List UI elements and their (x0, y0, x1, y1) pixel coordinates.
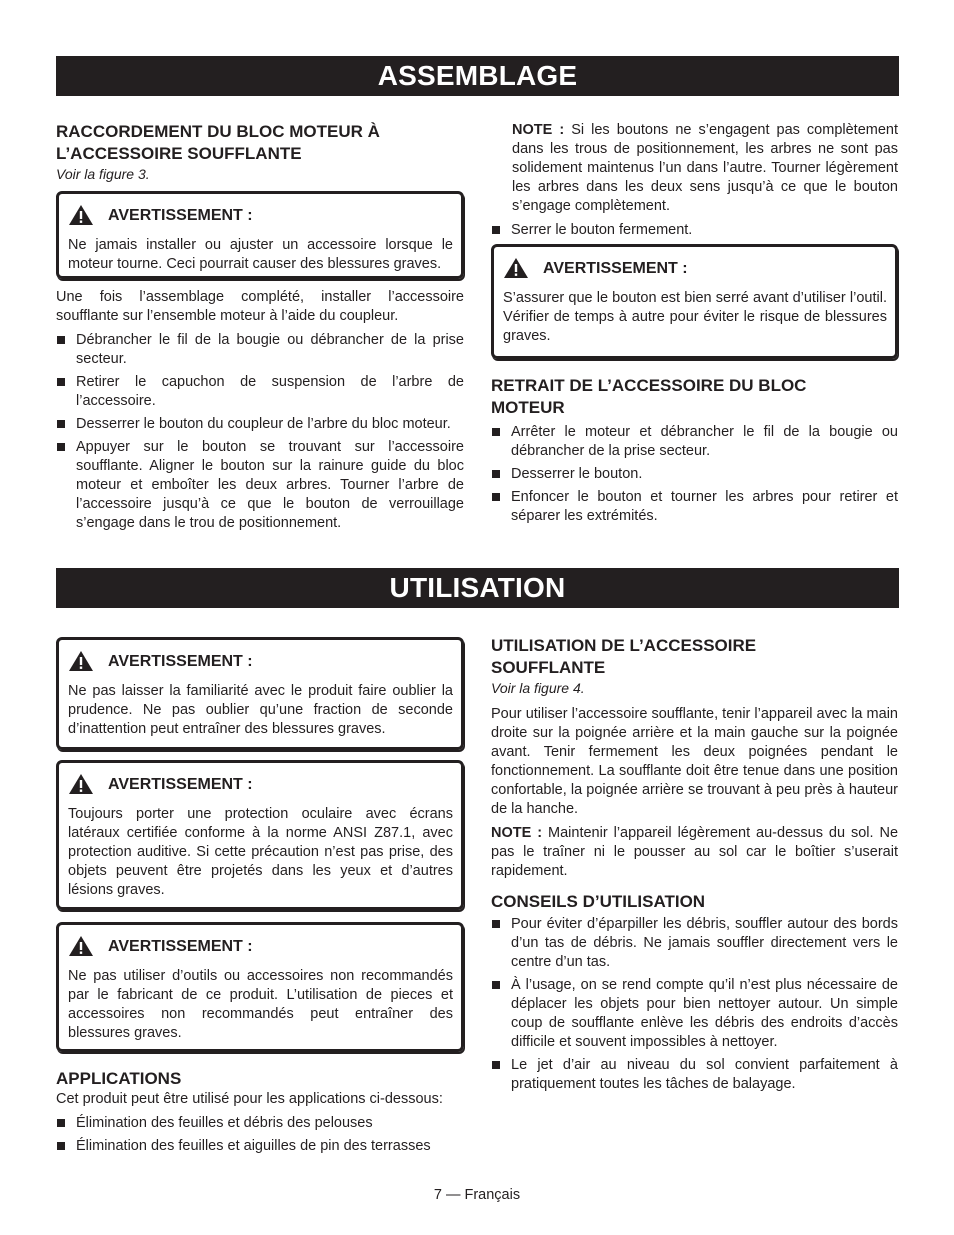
list-item: Arrêter le moteur et débrancher le fil de la bougie ou débrancher de la prise secteur. (491, 423, 898, 461)
warning-triangle-icon (68, 650, 94, 672)
paragraph: Une fois l’assemblage complété, installer l’accessoire soufflante sur l’ensemble moteur à l’aide du coupleur. (56, 289, 464, 324)
section-heading: RETRAIT DE L’ACCESSOIRE DU BLOC MOTEUR (491, 376, 807, 417)
bullet-list (56, 1114, 464, 1156)
figure-reference: Voir la figure 3. (56, 166, 150, 182)
warning-triangle-icon (68, 773, 94, 795)
list-item: Desserrer le bouton. (491, 465, 898, 484)
utilisation-left-column (56, 637, 464, 1160)
note-paragraph: NOTE : Si les boutons ne s’engagent pas complètement dans les trous de positionnement, les arbres ne sont pas solidement maintenus l’un dans l’autre. Tourner légèrement les arbres dans les deux sens jusqu’à ce que le bouton s’engage complètement. (512, 122, 899, 214)
list-item: Le jet d’air au niveau du sol convient parfaitement à pratiquement toutes les tâches de balayage. (491, 1056, 898, 1094)
list-item: À l’usage, on se rend compte qu’il n’est plus nécessaire de déplacer les objets pour bien nettoyer autour. Un simple coup de soufflante enlève les débris des endroits d’accès difficile et souvent impossibles à nettoyer. (491, 976, 898, 1052)
list-item: Retirer le capuchon de suspension de l’arbre de l’accessoire. (56, 373, 464, 411)
utilisation-right-column (491, 635, 898, 1098)
warning-box: AVERTISSEMENT : Ne pas laisser la familiarité avec le produit faire oublier la prudence. Ne pas oublier qu’une fraction de seconde d’inattention peut entraîner des blessures graves. (56, 637, 464, 750)
figure-reference: Voir la figure 4. (491, 680, 585, 696)
warning-box: AVERTISSEMENT : Ne jamais installer ou ajuster un accessoire lorsque le moteur tourne. Ceci pourrait causer des blessures graves. (56, 191, 464, 279)
section-heading: UTILISATION DE L’ACCESSOIRE SOUFFLANTE (491, 636, 757, 677)
paragraph: Cet produit peut être utilisé pour les applications ci-dessous: (56, 1091, 443, 1107)
list-item: Enfoncer le bouton et tourner les arbres pour retirer et séparer les extrémités. (491, 488, 898, 526)
bullet-list (56, 331, 464, 533)
paragraph: Pour utiliser l’accessoire soufflante, tenir l’appareil avec la main droite sur la poignée arrière et la main gauche sur la poignée avant. Tenir fermement les deux poignées pendant le fonctionnement. La soufflante doit être tenue dans une position confortable, la poignée arrière se trouvant à peu près à hauteur de la hanche. (491, 706, 898, 817)
bullet-list (491, 423, 898, 526)
warning-triangle-icon (503, 257, 529, 279)
list-item: Débrancher le fil de la bougie ou débrancher de la prise secteur. (56, 331, 464, 369)
list-item: Élimination des feuilles et aiguilles de pin des terrasses (56, 1137, 464, 1156)
section-banner-utilisation: UTILISATION (56, 568, 899, 608)
warning-triangle-icon (68, 935, 94, 957)
list-item: Serrer le bouton fermement. (491, 221, 898, 240)
bullet-list (491, 221, 898, 240)
list-item: Appuyer sur le bouton se trouvant sur l’accessoire soufflante. Aligner le bouton sur la rainure guide du bloc moteur et emboîter les deux arbres. Tourner l’arbre de l’accessoire jusqu’à ce que le bouton de verrouillage s’engage dans le trou de positionnement. (56, 438, 464, 533)
warning-box: AVERTISSEMENT : S’assurer que le bouton est bien serré avant d’utiliser l’outil. Vérifier de temps à autre pour éviter le risque de blessures graves. (491, 244, 898, 359)
assemblage-left-column (56, 121, 464, 537)
section-heading: APPLICATIONS (56, 1069, 182, 1088)
list-item: Desserrer le bouton du coupleur de l’arbre du bloc moteur. (56, 415, 464, 434)
assemblage-right-column (491, 121, 898, 530)
section-heading: RACCORDEMENT DU BLOC MOTEUR À L’ACCESSOIRE SOUFFLANTE (56, 122, 380, 163)
note-paragraph: NOTE : Maintenir l’appareil légèrement au-dessus du sol. Ne pas le traîner ni le pousser au sol car le boîtier s’userait rapidement. (491, 825, 899, 879)
bullet-list (491, 915, 898, 1094)
section-banner-assemblage: ASSEMBLAGE (56, 56, 899, 96)
warning-box: AVERTISSEMENT : Toujours porter une protection oculaire avec écrans latéraux certifiée conforme à la norme ANSI Z87.1, avec protection auditive. Si cette précaution n’est pas prise, des objets peuvent être projetés dans les yeux et d’autres lésions graves. (56, 760, 464, 910)
warning-box: AVERTISSEMENT : Ne pas utiliser d’outils ou accessoires non recommandés par le fabricant de ce produit. L’utilisation de pieces et accessoires non recommandés peut entraîner des blessures graves. (56, 922, 464, 1052)
page-footer: 7 — Français (433, 1187, 521, 1203)
list-item: Élimination des feuilles et débris des pelouses (56, 1114, 464, 1133)
section-heading: CONSEILS D’UTILISATION (491, 892, 706, 911)
list-item: Pour éviter d’éparpiller les débris, souffler autour des bords d’un tas de débris. Ne jamais souffler directement vers le centre d’un tas. (491, 915, 898, 972)
warning-triangle-icon (68, 204, 94, 226)
